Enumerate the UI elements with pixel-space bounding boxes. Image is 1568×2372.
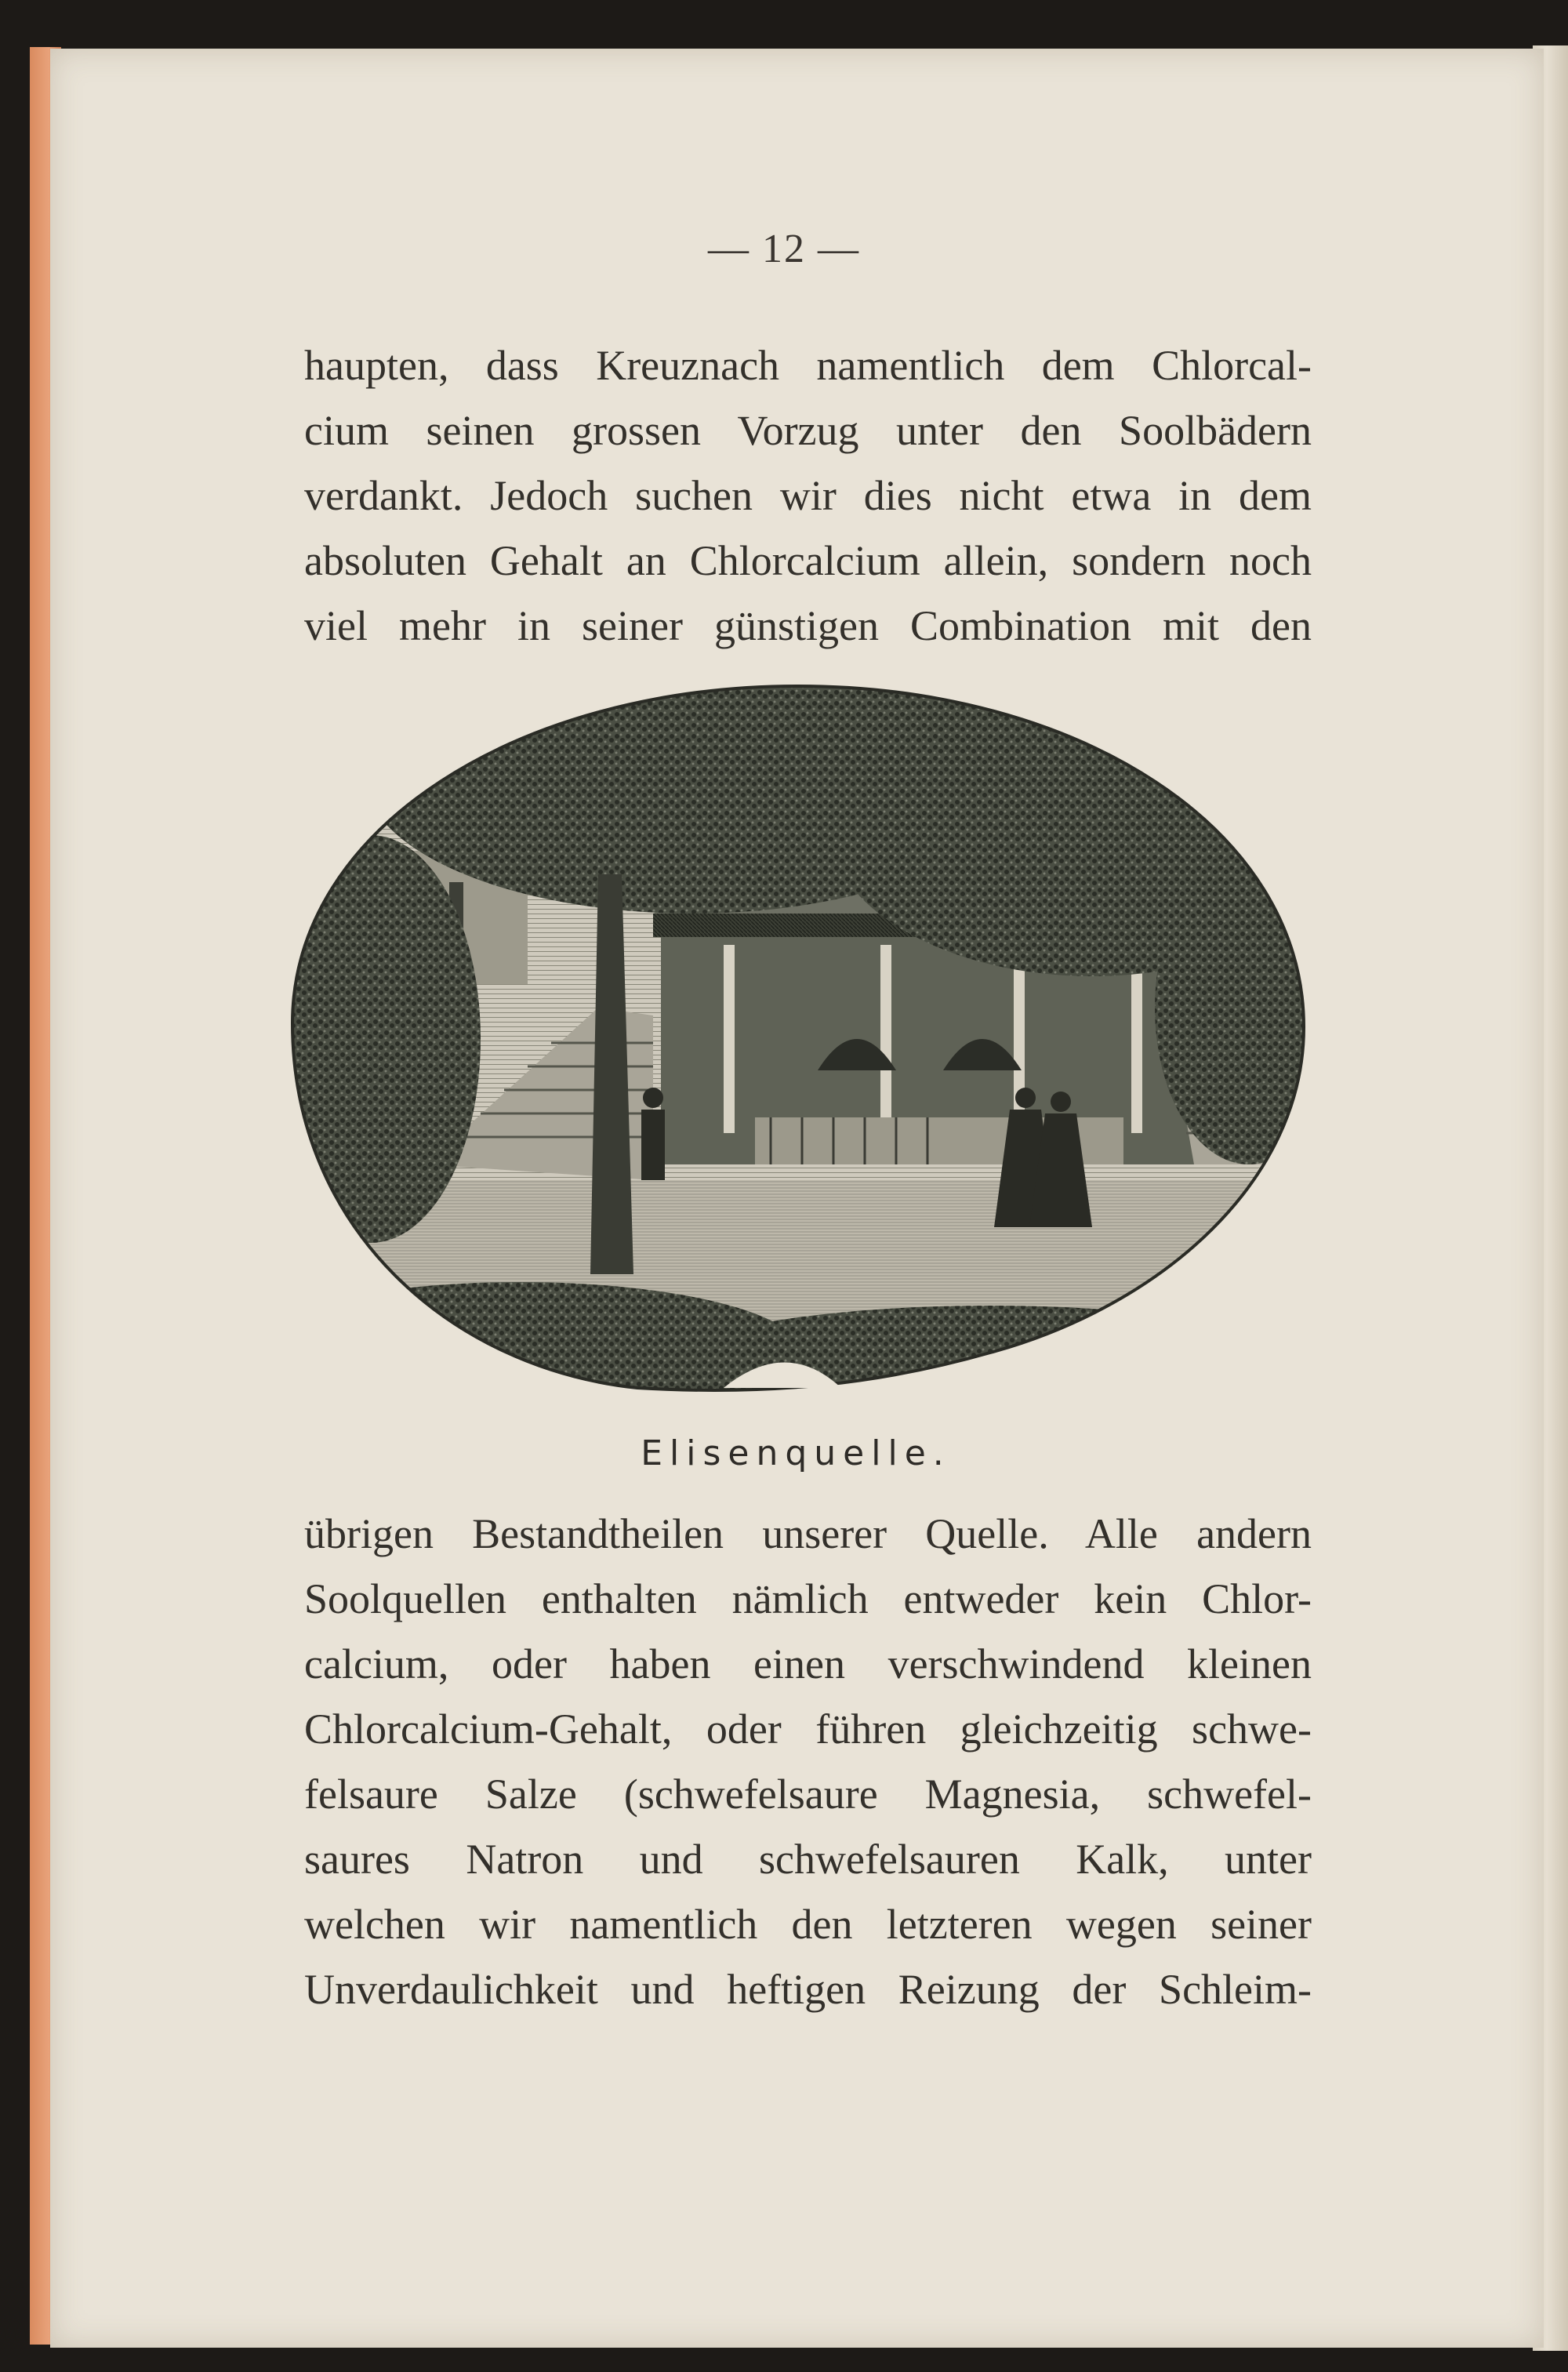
text-line: Chlorcalcium-Gehalt, oder führen gleichzeitig schwe- xyxy=(304,1705,1312,1753)
text-line: Soolquellen enthalten nämlich entweder kein Chlor- xyxy=(304,1575,1312,1622)
text-line: cium seinen grossen Vorzug unter den Soolbädern xyxy=(304,407,1312,454)
text-line: felsaure Salze (schwefelsaure Magnesia, schwefel- xyxy=(304,1771,1312,1818)
illustration-caption: Elisenquelle. xyxy=(641,1433,951,1473)
text-line: saures Natron und schwefelsauren Kalk, unter xyxy=(304,1836,1312,1883)
text-line: welchen wir namentlich den letzteren wegen seiner xyxy=(304,1901,1312,1948)
paragraph-top xyxy=(304,333,1312,659)
paragraph-bottom xyxy=(304,1502,1312,2022)
text-line: haupten, dass Kreuznach namentlich dem Chlorcal- xyxy=(304,342,1312,389)
text-line: absoluten Gehalt an Chlorcalcium allein, sondern noch xyxy=(304,537,1312,584)
text-line: Unverdaulichkeit und heftigen Reizung der Schleim- xyxy=(304,1966,1312,2013)
page-number: — 12 — xyxy=(708,227,860,271)
text-line: verdankt. Jedoch suchen wir dies nicht etwa in dem xyxy=(304,472,1312,519)
engraving-illustration xyxy=(285,678,1312,1419)
text-line: übrigen Bestandtheilen unserer Quelle. Alle andern xyxy=(304,1510,1312,1557)
text-line: viel mehr in seiner günstigen Combination mit den xyxy=(304,602,1312,649)
text-line: calcium, oder haben einen verschwindend kleinen xyxy=(304,1640,1312,1687)
